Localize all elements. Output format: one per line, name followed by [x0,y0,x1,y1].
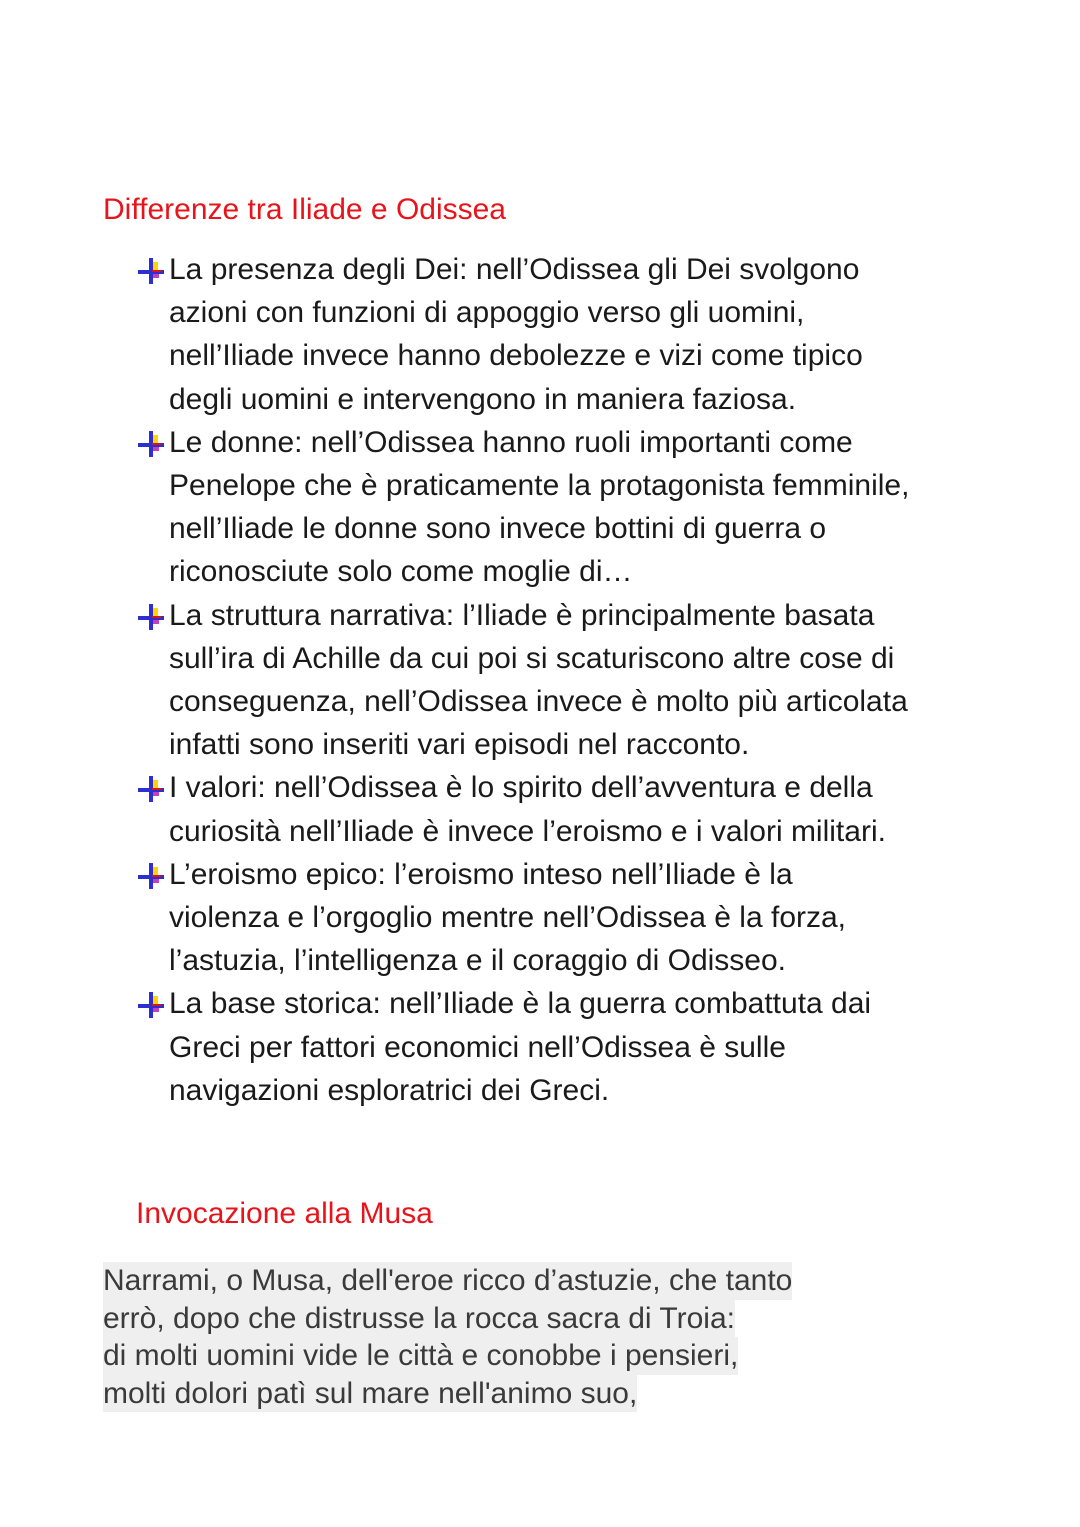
bullet-text: I valori: nell’Odissea è lo spirito dell’avventura e della curiosità nell’Iliade è invece l’eroismo e i valori militari. [169,771,886,848]
plus-bullet-icon [138,604,164,630]
poem-line-text: di molti uomini vide le città e conobbe i pensieri, [103,1337,738,1375]
differences-list [138,248,1038,1112]
bullet-text: La base storica: nell’Iliade è la guerra combattuta dai Greci per fattori economici nell’Odissea è sulle navigazioni esploratrici dei Greci. [169,987,872,1107]
poem-line-text: molti dolori patì sul mare nell'animo suo, [103,1375,637,1413]
list-item [138,594,1038,767]
plus-bullet-icon [138,431,164,457]
plus-bullet-icon [138,776,164,802]
bullet-text: La struttura narrativa: l’Iliade è principalmente basata sull’ira di Achille da cui poi si scaturiscono altre cose di conseguenza, nell’Odissea invece è molto più articolata infatti sono inseriti vari episodi nel racconto. [169,598,908,762]
plus-bullet-icon [138,258,164,284]
section-title-differences: Differenze tra Iliade e Odissea [103,193,506,226]
list-item [138,853,1038,983]
poem-line [103,1337,1003,1375]
poem-line [103,1300,1003,1338]
list-item [138,421,1038,594]
bullet-text: Le donne: nell’Odissea hanno ruoli importanti come Penelope che è praticamente la protagonista femminile, nell’Iliade le donne sono invece bottini di guerra o riconosciute solo come moglie di… [169,425,910,589]
plus-bullet-icon [138,863,164,889]
poem-line [103,1262,1003,1300]
bullet-text: L’eroismo epico: l’eroismo inteso nell’Iliade è la violenza e l’orgoglio mentre nell’Odissea è la forza, l’astuzia, l’intelligenza e il coraggio di Odisseo. [169,857,847,978]
poem-line [103,1375,1003,1413]
list-item [138,982,1038,1112]
list-item [138,248,1038,421]
plus-bullet-icon [138,992,164,1018]
poem-line-text: errò, dopo che distrusse la rocca sacra di Troia: [103,1300,735,1338]
bullet-text: La presenza degli Dei: nell’Odissea gli Dei svolgono azioni con funzioni di appoggio verso gli uomini, nell’Iliade invece hanno debolezze e vizi come tipico degli uomini e intervengono in maniera faziosa. [169,253,863,416]
section-title-invocation: Invocazione alla Musa [136,1197,433,1230]
poem-line-text: Narrami, o Musa, dell'eroe ricco d’astuzie, che tanto [103,1262,792,1300]
invocation-poem [103,1262,1003,1412]
list-item [138,766,1038,852]
